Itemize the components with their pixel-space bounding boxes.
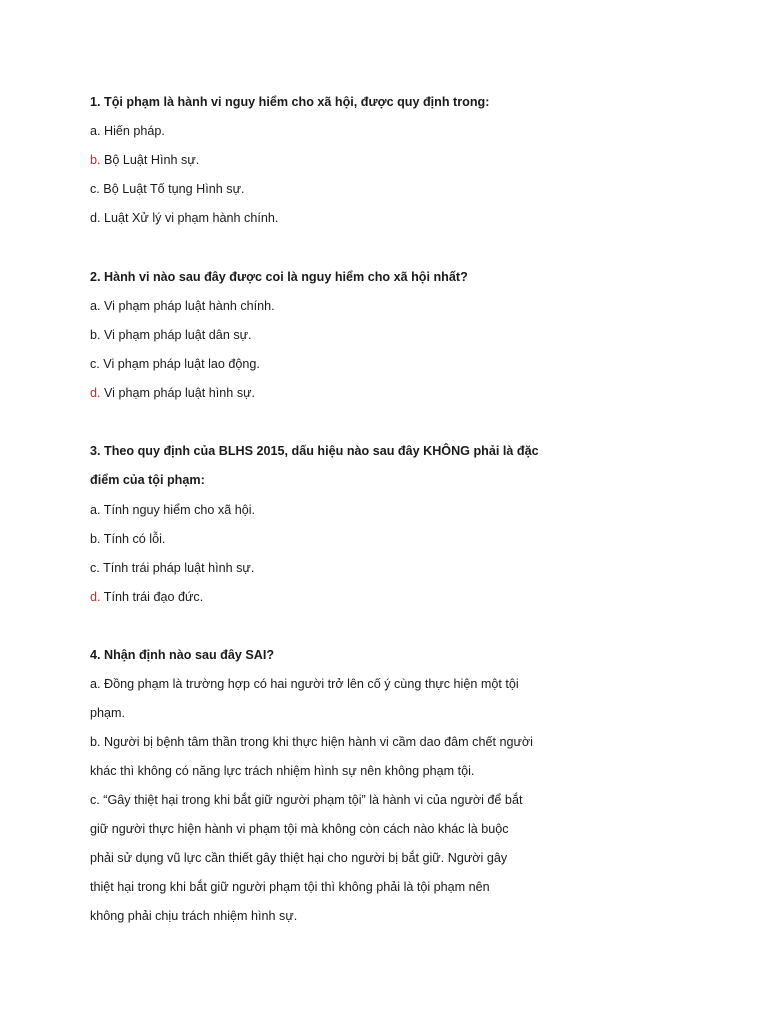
option-letter: a.	[90, 299, 101, 313]
option-text: Tính trái pháp luật hình sự.	[99, 561, 255, 575]
question-1-option-a	[90, 123, 165, 139]
option-text: Luật Xử lý vi phạm hành chính.	[100, 211, 279, 225]
option-letter: a.	[90, 503, 101, 517]
option-letter: c.	[90, 561, 100, 575]
question-2-option-d	[90, 385, 255, 401]
question-1-option-d	[90, 210, 278, 226]
question-4-option-c-line-5: không phải chịu trách nhiệm hình sự.	[90, 909, 298, 923]
option-letter: d.	[90, 211, 101, 225]
option-letter-correct: d.	[90, 386, 101, 400]
option-text: Vi phạm pháp luật lao động.	[99, 357, 260, 371]
question-3-option-d	[90, 589, 203, 605]
question-1-title: 1. Tội phạm là hành vi nguy hiểm cho xã hội, được quy định trong:	[90, 95, 490, 109]
question-4-option-a-line-2: phạm.	[90, 706, 126, 720]
question-4-option-c-line-3: phải sử dụng vũ lực cần thiết gây thiệt hại cho người bị bắt giữ. Người gây	[90, 851, 508, 865]
question-2-title: 2. Hành vi nào sau đây được coi là nguy hiểm cho xã hội nhất?	[90, 270, 468, 284]
option-text: Vi phạm pháp luật hình sự.	[100, 386, 256, 400]
question-4-option-b-line-1: b. Người bị bệnh tâm thần trong khi thực hiện hành vi cầm dao đâm chết người	[90, 735, 533, 749]
option-letter: c.	[90, 182, 100, 196]
question-4-option-b-line-2: khác thì không có năng lực trách nhiệm hình sự nên không phạm tội.	[90, 764, 475, 778]
question-2-option-c	[90, 356, 260, 372]
option-text: Tính nguy hiểm cho xã hội.	[100, 503, 255, 517]
question-4-title: 4. Nhận định nào sau đây SAI?	[90, 648, 275, 662]
question-2-option-b	[90, 327, 252, 343]
option-text: Vi phạm pháp luật hành chính.	[100, 299, 275, 313]
question-4-option-c-line-2: giữ người thực hiện hành vi phạm tội mà không còn cách nào khác là buộc	[90, 822, 509, 836]
question-3-title-line-1: 3. Theo quy định của BLHS 2015, dấu hiệu nào sau đây KHÔNG phải là đặc	[90, 444, 539, 458]
option-letter-correct: d.	[90, 590, 101, 604]
option-text: Vi phạm pháp luật dân sự.	[100, 328, 252, 342]
question-4-option-c-line-1: c. “Gây thiệt hại trong khi bắt giữ người phạm tội” là hành vi của người để bắt	[90, 793, 523, 807]
option-letter: b.	[90, 532, 101, 546]
question-4-option-a-line-1: a. Đồng phạm là trường hợp có hai người trở lên cố ý cùng thực hiện một tội	[90, 677, 519, 691]
question-2-option-a	[90, 298, 275, 314]
option-text: Bộ Luật Tố tụng Hình sự.	[99, 182, 245, 196]
question-4-option-c-line-4: thiệt hại trong khi bắt giữ người phạm tội thì không phải là tội phạm nên	[90, 880, 490, 894]
question-3-option-a	[90, 502, 255, 518]
question-1-option-b	[90, 152, 199, 168]
option-letter: a.	[90, 124, 101, 138]
option-letter: c.	[90, 357, 100, 371]
option-letter: b.	[90, 328, 101, 342]
question-3-option-b	[90, 531, 165, 547]
option-text: Tính trái đạo đức.	[100, 590, 204, 604]
question-3-option-c	[90, 560, 254, 576]
option-text: Hiến pháp.	[100, 124, 165, 138]
option-text: Bộ Luật Hình sự.	[100, 153, 200, 167]
question-1-option-c	[90, 181, 245, 197]
question-3-title-line-2: điểm của tội phạm:	[90, 473, 205, 487]
option-letter-correct: b.	[90, 153, 101, 167]
option-text: Tính có lỗi.	[100, 532, 166, 546]
